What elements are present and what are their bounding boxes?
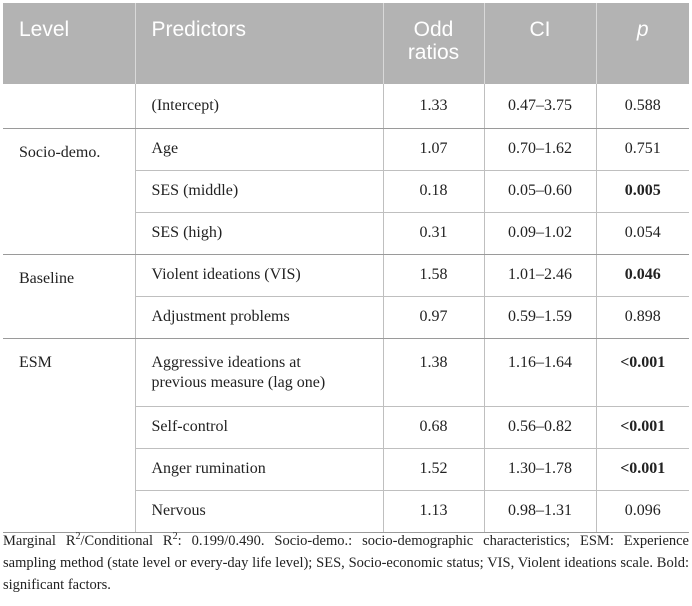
header-odd-line1: Odd (413, 18, 454, 41)
predictor-cell: Age (135, 128, 383, 170)
footnote-sup2: 2 (172, 531, 178, 543)
level-cell (3, 448, 135, 490)
ci-cell: 0.70–1.62 (484, 128, 596, 170)
table-row (3, 128, 689, 170)
table-row (3, 338, 689, 406)
odd-ratio-cell: 1.33 (383, 84, 484, 128)
p-value-cell: 0.054 (596, 212, 689, 254)
odd-ratio-cell: 1.52 (383, 448, 484, 490)
table-row (3, 84, 689, 128)
table-row (3, 212, 689, 254)
level-cell (3, 296, 135, 338)
level-cell (3, 84, 135, 128)
table-row (3, 170, 689, 212)
predictor-cell: SES (high) (135, 212, 383, 254)
level-cell: Baseline (19, 269, 75, 287)
odd-ratio-cell: 1.38 (383, 338, 484, 406)
table-row (3, 296, 689, 338)
p-value-cell: 0.898 (596, 296, 689, 338)
ci-cell: 1.16–1.64 (484, 338, 596, 406)
ci-cell: 1.01–2.46 (484, 254, 596, 296)
p-value-cell: <0.001 (596, 406, 689, 448)
p-value-cell: 0.005 (596, 170, 689, 212)
footnote-sup1: 2 (75, 531, 81, 543)
odd-ratio-cell: 1.07 (383, 128, 484, 170)
table-row (3, 406, 689, 448)
odd-ratio-cell: 1.13 (383, 490, 484, 532)
table-footnote (3, 530, 689, 596)
ci-cell: 1.30–1.78 (484, 448, 596, 490)
odd-ratio-cell: 0.31 (383, 212, 484, 254)
odd-ratio-cell: 0.18 (383, 170, 484, 212)
odds-ratio-table (3, 3, 689, 533)
level-cell (3, 170, 135, 212)
header-predictors: Predictors (135, 3, 383, 84)
footnote-part3: : 0.199/0.490. Socio-demo.: socio-demographic characteristics; ESM: Experience sampling method (state level or every-day life level); SES, Socio-economic status; VIS, Violent ideations scale. Bold: significant factors. (3, 533, 689, 593)
footnote-part2: /Conditional R (80, 533, 173, 549)
ci-cell: 0.98–1.31 (484, 490, 596, 532)
level-cell (3, 212, 135, 254)
ci-cell: 0.09–1.02 (484, 212, 596, 254)
p-value-cell: 0.588 (596, 84, 689, 128)
header-ci: CI (484, 3, 596, 84)
header-odd-ratios (383, 3, 484, 84)
p-value-cell: 0.751 (596, 128, 689, 170)
table-row (3, 490, 689, 532)
ci-cell: 0.56–0.82 (484, 406, 596, 448)
predictor-cell: Self-control (135, 406, 383, 448)
predictor-cell: Anger rumination (135, 448, 383, 490)
table-row (3, 448, 689, 490)
odd-ratio-cell: 0.68 (383, 406, 484, 448)
level-cell: Socio-demo. (19, 143, 101, 161)
header-odd-line2: ratios (407, 41, 460, 64)
ci-cell: 0.47–3.75 (484, 84, 596, 128)
level-cell: ESM (19, 353, 52, 371)
odd-ratio-cell: 1.58 (383, 254, 484, 296)
level-cell (3, 406, 135, 448)
table-header-row (3, 3, 689, 84)
p-value-cell: <0.001 (596, 338, 689, 406)
p-value-cell: 0.096 (596, 490, 689, 532)
ci-cell: 0.59–1.59 (484, 296, 596, 338)
predictor-cell (135, 338, 383, 406)
header-level: Level (19, 18, 70, 41)
results-table-container (3, 3, 689, 533)
ci-cell: 0.05–0.60 (484, 170, 596, 212)
predictor-line2: previous measure (lag one) (151, 373, 326, 391)
predictor-cell: Adjustment problems (135, 296, 383, 338)
odd-ratio-cell: 0.97 (383, 296, 484, 338)
predictor-cell: (Intercept) (135, 84, 383, 128)
footnote-part1: Marginal R (3, 533, 76, 549)
predictor-cell: SES (middle) (135, 170, 383, 212)
predictor-cell: Violent ideations (VIS) (135, 254, 383, 296)
table-row (3, 254, 689, 296)
level-cell (3, 490, 135, 532)
predictor-cell: Nervous (135, 490, 383, 532)
p-value-cell: <0.001 (596, 448, 689, 490)
predictor-line1: Aggressive ideations at (151, 353, 301, 371)
p-value-cell: 0.046 (596, 254, 689, 296)
header-p: p (596, 3, 689, 84)
